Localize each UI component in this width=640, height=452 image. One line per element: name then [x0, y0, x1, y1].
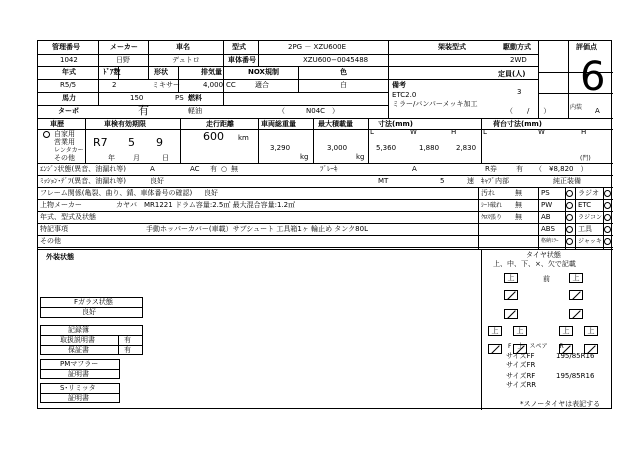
tire-fr-slash	[569, 290, 583, 300]
special-label: 特記事項	[40, 225, 68, 233]
bed-W-label: W	[538, 128, 545, 136]
load: 3,000	[327, 144, 348, 152]
tire-rro: 上	[584, 326, 598, 336]
cloth: 無	[515, 213, 522, 221]
disp-label: 排気量	[201, 68, 222, 76]
size-rf: 195/85R16	[556, 372, 595, 380]
bed-H-label: H	[581, 128, 587, 136]
chassis-label: 車体番号	[228, 56, 256, 64]
color: 白	[340, 81, 347, 89]
seat-label: ｼｰﾄ破れ	[481, 202, 503, 209]
tire-fl: 上	[504, 273, 518, 283]
int-grade: A	[595, 107, 600, 115]
hp-label: 馬力	[62, 94, 76, 102]
equip-2-b-circle	[604, 214, 611, 221]
size-ff-label: サイズFF	[506, 352, 535, 360]
pm-label: PMマフラー	[60, 360, 99, 368]
records-label: 記録簿	[68, 326, 89, 334]
usage-0: 自家用	[54, 130, 75, 138]
color-label: 色	[340, 68, 347, 76]
shape-label: 架装型式	[438, 43, 466, 51]
dim-L: 5,360	[376, 144, 397, 152]
bed-unit: (門)	[580, 155, 591, 162]
grade: 6	[580, 54, 606, 100]
cab-label: ｷｬﾌﾞ内部	[481, 177, 509, 185]
tire-rli: 上	[513, 326, 527, 336]
disp-unit: CC	[226, 81, 236, 89]
equip-0-a: PS	[541, 189, 550, 197]
mission-label: ﾐｯｼｮﾝ･ﾃﾞﾌ(異音、油漏れ等)	[40, 177, 126, 185]
auction-sheet	[37, 40, 612, 409]
capacity: 3	[517, 88, 522, 96]
model: 2PG － XZU600E	[288, 43, 347, 51]
glass: 良好	[82, 308, 96, 316]
frame-label: フレーム関係(亀裂、曲り、錆、車体番号の確認)	[40, 189, 193, 197]
inspect-month: 9	[156, 136, 163, 149]
brake-grade: A	[412, 165, 417, 173]
gvw-unit: kg	[300, 153, 309, 161]
maker: 日野	[116, 56, 130, 64]
cloth-label: ｸﾛｽ張り	[481, 214, 503, 221]
mileage: 600	[203, 130, 224, 143]
y-unit: 年	[108, 154, 115, 162]
chassis: XZU600−0045488	[303, 56, 369, 64]
notes-label: 備考	[392, 81, 406, 89]
pm-sub: 証明書	[68, 370, 89, 378]
hp: 150	[130, 94, 144, 102]
gvw: 3,290	[270, 144, 291, 152]
factory-label: 純正装備	[553, 177, 581, 185]
equip-4-a-circle	[566, 238, 573, 245]
doors-label: ﾄﾞｱ数	[103, 68, 121, 76]
spare-line: F 上 スペア R	[508, 343, 564, 350]
engine-grade: A	[150, 165, 155, 173]
type-label: 車歴	[50, 120, 64, 128]
warranty: 有	[124, 346, 131, 354]
warranty-label: 保証書	[68, 346, 89, 354]
tire-title: タイヤ状態	[526, 251, 561, 259]
bed-label: 荷台寸法(mm)	[493, 120, 542, 128]
slim-sub: 証明書	[68, 394, 89, 402]
notes-1: ETC2.0	[392, 91, 417, 99]
recycle-yes: 有	[516, 165, 523, 173]
form-label: 形状	[154, 68, 168, 76]
equip-2-b: ラジコン	[578, 214, 603, 221]
size-rr-label: サイズRR	[506, 381, 537, 389]
tire-rlo-slash	[488, 344, 502, 354]
mileage-label: 走行距離	[206, 120, 234, 128]
dim-W-label: W	[410, 128, 417, 136]
year-label: 年式	[62, 68, 76, 76]
model-label: 型式	[232, 43, 246, 51]
size-rf-label: サイズRF	[506, 372, 536, 380]
ac-value: 有	[210, 165, 217, 173]
dim-W: 1,880	[419, 144, 440, 152]
int-label: 内装	[570, 104, 583, 111]
dirt-label: 汚れ	[481, 189, 495, 197]
fuel: 軽油	[188, 107, 202, 115]
equip-0-b: ラジオ	[578, 189, 599, 197]
turbo: 有	[138, 104, 149, 117]
tire-sub: 上、中、下、×、欠で記載	[493, 260, 576, 268]
equip-0-b-circle	[604, 190, 611, 197]
m-unit: 月	[133, 154, 140, 162]
tire-rl-slash	[504, 309, 518, 319]
dim-label: 寸法(mm)	[378, 120, 413, 128]
manual-label: 取扱説明書	[60, 336, 95, 344]
size-ff: 195/85R16	[556, 352, 595, 360]
engine-code: （ N04C ）	[278, 107, 340, 115]
dirt: 無	[515, 189, 522, 197]
ac-circle: ○	[221, 165, 228, 173]
tire-rr-slash	[569, 309, 583, 319]
inspect-year: 5	[128, 136, 135, 149]
carname: デュトロ	[172, 56, 200, 64]
usage-3: その他	[54, 154, 75, 162]
snow-note: *スノータイヤは表記する	[520, 400, 601, 408]
equip-1-a: PW	[541, 201, 553, 209]
usage-circle	[43, 131, 50, 138]
drive-label: 駆動方式	[503, 43, 531, 51]
mt: MT	[378, 177, 389, 185]
inspect-label: 車検有効期限	[104, 120, 146, 128]
carname-label: 車名	[176, 43, 190, 51]
equip-1-b-circle	[604, 202, 611, 209]
equip-1-a-circle	[566, 202, 573, 209]
capacity-label: 定員(人)	[498, 70, 526, 78]
dim-H: 2,830	[456, 144, 477, 152]
glass-label: Fガラス状態	[74, 298, 113, 306]
brake-label: ﾌﾞﾚｰｷ	[320, 165, 338, 173]
recycle-label: R券	[485, 165, 497, 173]
front-label: 前	[543, 275, 550, 283]
mgmt-no: 1042	[60, 56, 78, 64]
turbo-label: ターボ	[58, 107, 79, 115]
manual: 有	[124, 336, 131, 344]
bed-L-label: L	[483, 128, 487, 136]
size-fr-label: サイズFR	[506, 361, 536, 369]
maker-label: メーカー	[110, 43, 138, 51]
equip-4-b: ジャッキ	[578, 238, 602, 245]
slim-label: S･リミッタ	[60, 384, 96, 392]
nox-label: NOX規制	[248, 68, 279, 76]
frame: 良好	[204, 189, 218, 197]
load-unit: kg	[356, 153, 365, 161]
usage-2: レンタカー	[54, 147, 84, 154]
mileage-unit: km	[238, 134, 249, 142]
equip-4-a: 格納ﾐﾗｰ	[541, 238, 559, 244]
special: 手動ホッパーカバー(車載）サブシュート 工具箱1ヶ 輪止め タンク80L	[146, 225, 368, 233]
equip-3-a: ABS	[541, 225, 555, 233]
fuel-label: 燃料	[188, 94, 202, 102]
drive: 2WD	[510, 56, 527, 64]
nox: 適合	[255, 81, 269, 89]
paren: （ / ）	[506, 107, 551, 115]
tire-fr: 上	[569, 273, 583, 283]
ac-label: AC	[190, 165, 200, 173]
d-unit: 日	[162, 154, 169, 162]
inspect-era: R7	[93, 136, 108, 149]
equip-3-b: 工具	[578, 225, 592, 233]
dim-H-label: H	[451, 128, 457, 136]
body-label: 上物メーカー	[40, 201, 82, 209]
disp: 4,000	[203, 81, 224, 89]
doors: 2	[112, 81, 117, 89]
equip-0-a-circle	[566, 190, 573, 197]
exterior-label: 外装状態	[46, 253, 74, 261]
gears: 5	[440, 177, 445, 185]
usage-1: 営業用	[54, 138, 75, 146]
ac-none: 無	[231, 165, 238, 173]
mission: 良好	[150, 177, 164, 185]
equip-2-a: AB	[541, 213, 551, 221]
dim-L-label: L	[370, 128, 374, 136]
hp-unit: PS	[175, 94, 184, 102]
load-label: 最大積載量	[318, 120, 353, 128]
equip-3-a-circle	[566, 226, 573, 233]
gvw-label: 車両総重量	[261, 120, 296, 128]
equip-1-b: ETC	[578, 201, 592, 209]
year: R5/5	[60, 81, 77, 89]
form-status-label: 年式、型式及状態	[40, 213, 96, 221]
speed: 速	[467, 177, 474, 185]
body: カヤバ MR1221 ドラム容量:2.5㎥ 最大混合容量:1.2㎥	[116, 201, 296, 209]
seat: 無	[515, 201, 522, 209]
tire-rri: 上	[559, 326, 573, 336]
form: ミキサー	[152, 81, 180, 89]
equip-2-a-circle	[566, 214, 573, 221]
equip-4-b-circle	[604, 238, 611, 245]
engine-label: ｴﾝｼﾞﾝ状態(異音、油漏れ等)	[40, 165, 126, 173]
tire-rlo: 上	[488, 326, 502, 336]
grade-label: 評価点	[576, 43, 597, 51]
notes-2: ミラー/バンパーメッキ加工	[392, 100, 478, 108]
recycle-amount: （ ¥8,820 ）	[535, 165, 588, 173]
tire-fl-slash	[504, 290, 518, 300]
mgmt-label: 管理番号	[52, 43, 80, 51]
other-label: その他	[40, 237, 61, 245]
equip-3-b-circle	[604, 226, 611, 233]
